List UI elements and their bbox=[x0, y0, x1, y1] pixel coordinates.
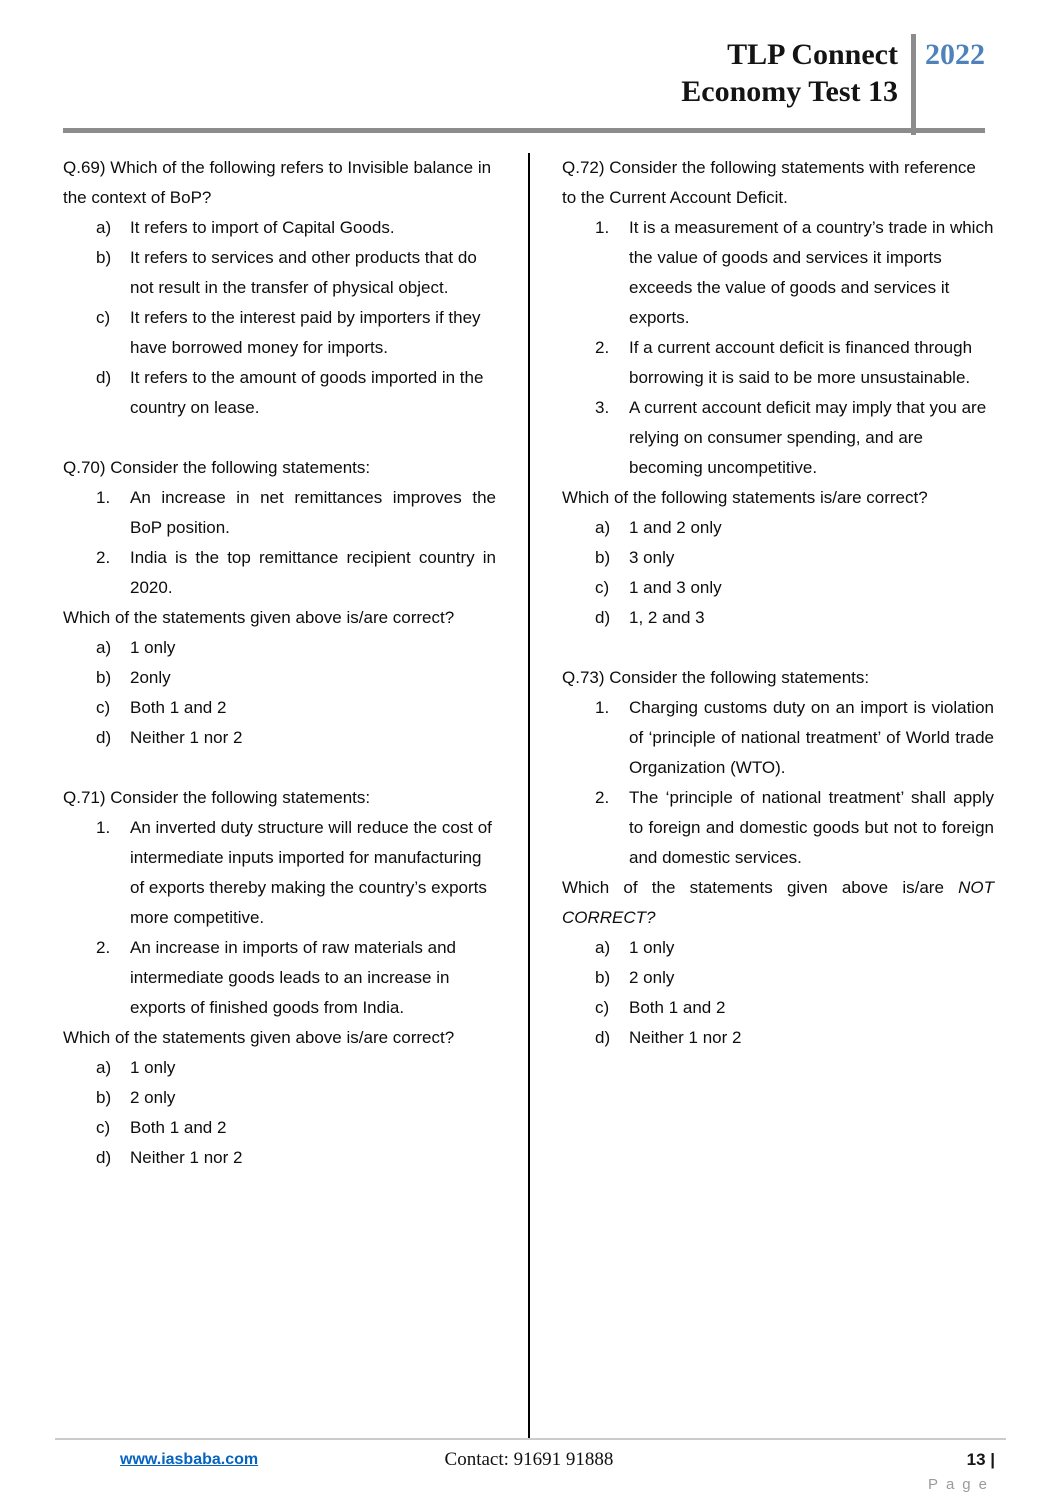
statement-text: It is a measurement of a country’s trade in which the value of goods and services it imports exceeds the value of goods and services it exports. bbox=[629, 218, 994, 327]
option-marker: c) bbox=[595, 578, 610, 597]
column-divider bbox=[528, 153, 530, 1438]
statement-list bbox=[63, 483, 496, 603]
statement-marker: 1. bbox=[595, 218, 610, 237]
statement-item bbox=[562, 213, 994, 333]
option-list bbox=[63, 213, 496, 423]
statement-item bbox=[63, 813, 496, 933]
statement-marker: 1. bbox=[595, 698, 610, 717]
question-stem: Which of the following statements is/are correct? bbox=[562, 488, 928, 507]
statement-text: An increase in net remittances improves the BoP position. bbox=[130, 488, 496, 537]
header-title-line1: TLP Connect bbox=[727, 38, 898, 71]
option-marker: c) bbox=[96, 308, 111, 327]
statement-item bbox=[562, 333, 994, 393]
option-text: 1 and 3 only bbox=[629, 578, 722, 597]
option-item bbox=[63, 1113, 496, 1143]
question-stem: Which of the statements given above is/are correct? bbox=[63, 1028, 455, 1047]
header-year: 2022 bbox=[925, 38, 985, 71]
option-item bbox=[63, 1083, 496, 1113]
option-marker: a) bbox=[96, 1058, 112, 1077]
option-list bbox=[562, 933, 994, 1053]
page-number: 13 | bbox=[966, 1450, 995, 1469]
option-item bbox=[63, 663, 496, 693]
statement-list bbox=[562, 213, 994, 483]
page-word-label: Page bbox=[927, 1476, 995, 1493]
option-marker: b) bbox=[96, 668, 112, 687]
option-text: 1 and 2 only bbox=[629, 518, 722, 537]
statement-text: India is the top remittance recipient country in 2020. bbox=[130, 548, 496, 597]
statement-text: An inverted duty structure will reduce the cost of intermediate inputs imported for manufacturing of exports thereby making the country’s exports more competitive. bbox=[130, 818, 492, 927]
option-item bbox=[63, 363, 496, 423]
option-text: Both 1 and 2 bbox=[130, 698, 227, 717]
option-text: 1 only bbox=[629, 938, 675, 957]
statement-marker: 1. bbox=[96, 488, 111, 507]
statement-marker: 3. bbox=[595, 398, 610, 417]
left-column bbox=[63, 153, 496, 1438]
option-list bbox=[63, 1053, 496, 1173]
option-marker: b) bbox=[96, 248, 112, 267]
option-item bbox=[63, 633, 496, 663]
option-item bbox=[562, 603, 994, 633]
option-item bbox=[63, 693, 496, 723]
question-intro: Q.72) Consider the following statements with reference to the Current Account Deficit. bbox=[562, 158, 976, 207]
statement-marker: 2. bbox=[595, 788, 610, 807]
question-69 bbox=[63, 153, 496, 423]
statement-list bbox=[63, 813, 496, 1023]
option-text: 1 only bbox=[130, 1058, 176, 1077]
statement-item bbox=[562, 783, 994, 873]
option-text: It refers to the interest paid by importers if they have borrowed money for imports. bbox=[130, 308, 481, 357]
option-text: 2 only bbox=[629, 968, 675, 987]
content-area bbox=[0, 133, 1058, 1438]
option-item bbox=[562, 1023, 994, 1053]
statement-item bbox=[63, 543, 496, 603]
option-item bbox=[63, 1053, 496, 1083]
option-text: It refers to services and other products that do not result in the transfer of physical object. bbox=[130, 248, 477, 297]
option-item bbox=[562, 573, 994, 603]
option-item bbox=[63, 723, 496, 753]
option-item bbox=[562, 513, 994, 543]
option-text: Both 1 and 2 bbox=[130, 1118, 227, 1137]
question-intro: Q.69) Which of the following refers to Invisible balance in the context of BoP? bbox=[63, 158, 492, 207]
header-titles bbox=[681, 36, 898, 110]
option-marker: c) bbox=[96, 1118, 111, 1137]
option-marker: a) bbox=[595, 518, 611, 537]
statement-item bbox=[562, 393, 994, 483]
option-text: 2 only bbox=[130, 1088, 176, 1107]
option-list bbox=[562, 513, 994, 633]
question-stem bbox=[562, 873, 994, 933]
option-text: It refers to the amount of goods imported in the country on lease. bbox=[130, 368, 484, 417]
option-text: 1 only bbox=[130, 638, 176, 657]
option-text: Neither 1 nor 2 bbox=[130, 1148, 243, 1167]
option-list bbox=[63, 633, 496, 753]
statement-text: An increase in imports of raw materials and intermediate goods leads to an increase in exports of finished goods from India. bbox=[130, 938, 456, 1017]
option-marker: d) bbox=[96, 728, 112, 747]
statement-marker: 2. bbox=[595, 338, 610, 357]
option-marker: d) bbox=[96, 1148, 112, 1167]
option-marker: b) bbox=[595, 548, 611, 567]
stem-text: Which of the statements given above is/are bbox=[562, 878, 959, 897]
option-marker: c) bbox=[595, 998, 610, 1017]
statement-item bbox=[63, 933, 496, 1023]
question-73 bbox=[562, 663, 994, 1053]
statement-text: Charging customs duty on an import is violation of ‘principle of national treatment’ of World trade Organization (WTO). bbox=[629, 698, 994, 777]
option-item bbox=[63, 1143, 496, 1173]
stem-emphasis: NOT CORRECT? bbox=[562, 878, 994, 927]
option-marker: b) bbox=[595, 968, 611, 987]
header-title-line2: Economy Test 13 bbox=[681, 75, 898, 108]
header-vertical-divider bbox=[911, 34, 916, 135]
question-72 bbox=[562, 153, 994, 633]
statement-item bbox=[562, 693, 994, 783]
option-item bbox=[562, 993, 994, 1023]
option-marker: d) bbox=[96, 368, 112, 387]
option-marker: a) bbox=[96, 218, 112, 237]
contact-text: Contact: 91691 91888 bbox=[444, 1449, 614, 1470]
question-stem: Which of the statements given above is/are correct? bbox=[63, 608, 455, 627]
statement-text: The ‘principle of national treatment’ shall apply to foreign and domestic goods but not to foreign and domestic services. bbox=[629, 788, 994, 867]
statement-list bbox=[562, 693, 994, 873]
option-text: Neither 1 nor 2 bbox=[629, 1028, 742, 1047]
option-item bbox=[562, 933, 994, 963]
option-text: 3 only bbox=[629, 548, 675, 567]
option-text: It refers to import of Capital Goods. bbox=[130, 218, 395, 237]
statement-marker: 1. bbox=[96, 818, 111, 837]
option-marker: c) bbox=[96, 698, 111, 717]
option-text: 2only bbox=[130, 668, 171, 687]
option-item bbox=[63, 303, 496, 363]
statement-text: If a current account deficit is financed through borrowing it is said to be more unsustainable. bbox=[629, 338, 973, 387]
question-intro: Q.70) Consider the following statements: bbox=[63, 458, 371, 477]
question-70 bbox=[63, 453, 496, 753]
question-intro: Q.71) Consider the following statements: bbox=[63, 788, 371, 807]
option-marker: a) bbox=[595, 938, 611, 957]
option-item bbox=[63, 213, 496, 243]
statement-marker: 2. bbox=[96, 938, 111, 957]
option-marker: b) bbox=[96, 1088, 112, 1107]
right-column bbox=[562, 153, 994, 1438]
website-link[interactable]: www.iasbaba.com bbox=[120, 1451, 259, 1468]
option-marker: a) bbox=[96, 638, 112, 657]
question-71 bbox=[63, 783, 496, 1173]
option-text: 1, 2 and 3 bbox=[629, 608, 705, 627]
statement-text: A current account deficit may imply that you are relying on consumer spending, and are becoming uncompetitive. bbox=[629, 398, 987, 477]
option-text: Both 1 and 2 bbox=[629, 998, 726, 1017]
option-item bbox=[562, 963, 994, 993]
option-item bbox=[63, 243, 496, 303]
option-marker: d) bbox=[595, 1028, 611, 1047]
option-marker: d) bbox=[595, 608, 611, 627]
option-text: Neither 1 nor 2 bbox=[130, 728, 243, 747]
question-intro: Q.73) Consider the following statements: bbox=[562, 668, 870, 687]
page-header bbox=[0, 0, 1058, 133]
page-footer bbox=[0, 1438, 1058, 1497]
statement-marker: 2. bbox=[96, 548, 111, 567]
option-item bbox=[562, 543, 994, 573]
statement-item bbox=[63, 483, 496, 543]
